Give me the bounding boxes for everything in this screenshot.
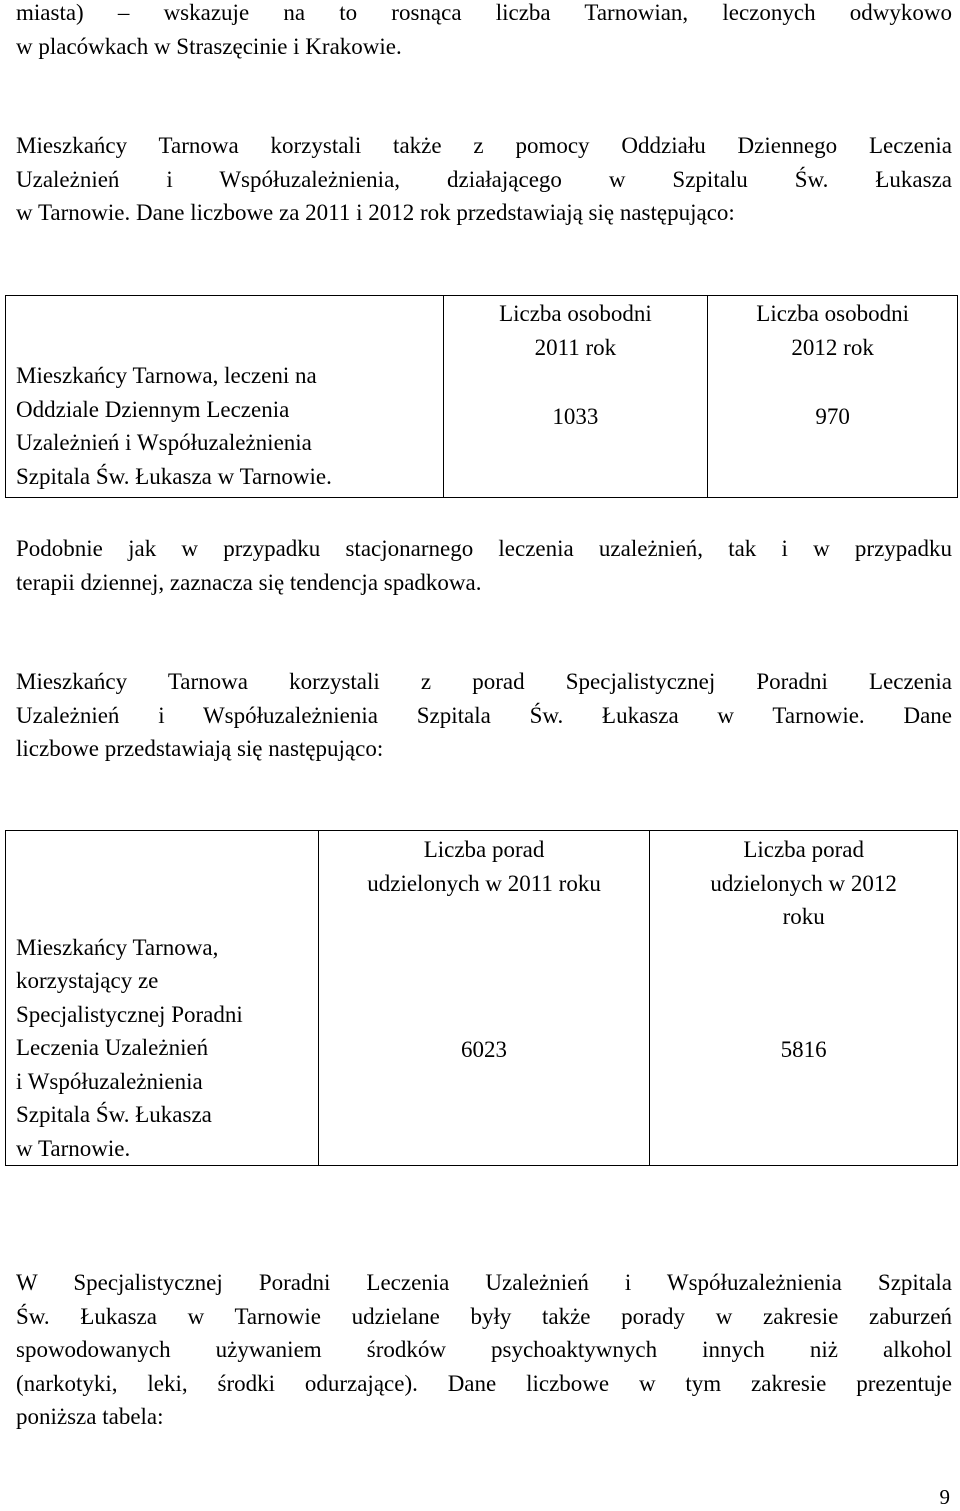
paragraph-5-line-4: (narkotyki, leki, środki odurzające). Dane liczbowe w tym zakresie prezentuje	[16, 1370, 952, 1396]
table-1-row-label-line-4: Szpitala Św. Łukasza w Tarnowie.	[16, 463, 332, 489]
table-2-value-2011: 6023	[461, 1037, 508, 1062]
table-1-row-label-line-3: Uzależnień i Współuzależnienia	[16, 430, 312, 455]
paragraph-2-line-1: Mieszkańcy Tarnowa korzystali także z pomocy Oddziału Dziennego Leczenia	[16, 133, 952, 158]
table-2-col-2012-header-line-1: Liczba porad	[743, 837, 865, 862]
paragraph-2-line-2: Uzależnień i Współuzależnienia, działającego w Szpitalu Św. Łukasza	[16, 166, 952, 192]
table-1-value-2011: 1033	[552, 404, 599, 429]
table-2-col-2011-header-line-2: udzielonych w 2011 roku	[367, 870, 601, 896]
paragraph-4-line-1: Mieszkańcy Tarnowa korzystali z porad Specjalistycznej Poradni Leczenia	[16, 669, 952, 694]
table-2-col-2012-header-line-2: udzielonych w 2012	[710, 870, 897, 896]
paragraph-5	[16, 1266, 952, 1434]
table-1-col-2011	[443, 296, 708, 498]
table-2-row-label-line-3: Specjalistycznej Poradni	[16, 1001, 243, 1027]
table-1-col-2011-header-line-1: Liczba osobodni	[499, 301, 652, 326]
table-1-col-2012-header	[708, 296, 957, 364]
table-2-col-2011	[318, 831, 650, 1166]
table-2-row-label-line-5: i Współuzależnienia	[16, 1068, 203, 1094]
paragraph-4	[16, 665, 952, 766]
table-2-col-2012	[650, 831, 958, 1166]
table-2-col-2012-header	[650, 831, 957, 934]
table-1-col-2012-header-line-1: Liczba osobodni	[756, 301, 909, 326]
table-1-col-2012	[708, 296, 958, 498]
table-2-row-label	[6, 831, 319, 1166]
table-1-row-label-line-2: Oddziale Dziennym Leczenia	[16, 396, 290, 422]
table-row	[6, 831, 958, 1166]
table-row	[6, 296, 958, 498]
paragraph-5-line-2: Św. Łukasza w Tarnowie udzielane były także porady w zakresie zaburzeń	[16, 1303, 952, 1329]
table-2-col-2012-header-line-3: roku	[782, 904, 825, 929]
table-2-col-2011-header-line-1: Liczba porad	[423, 837, 545, 862]
table-1-col-2012-header-line-2: 2012 rok	[791, 334, 874, 360]
paragraph-1-line-2: w placówkach w Straszęcinie i Krakowie.	[16, 33, 402, 59]
page-number: 9	[939, 1485, 950, 1509]
paragraph-2-line-3: w Tarnowie. Dane liczbowe za 2011 i 2012 rok przedstawiają się następująco:	[16, 200, 735, 225]
paragraph-5-line-3: spowodowanych używaniem środków psychoaktywnych innych niż alkohol	[16, 1337, 952, 1362]
table-counseling	[5, 830, 958, 1166]
paragraph-3-line-1: Podobnie jak w przypadku stacjonarnego leczenia uzależnień, tak i w przypadku	[16, 536, 952, 561]
paragraph-1	[16, 0, 952, 63]
table-day-ward	[5, 295, 958, 498]
table-1-row-label-line-1: Mieszkańcy Tarnowa, leczeni na	[16, 363, 317, 388]
table-2-row-label-line-1: Mieszkańcy Tarnowa,	[16, 934, 219, 960]
paragraph-4-line-3: liczbowe przedstawiają się następująco:	[16, 736, 384, 761]
table-2-col-2011-header	[319, 831, 650, 900]
table-1-col-2011-header-line-2: 2011 rok	[534, 334, 617, 360]
table-2-row-label-line-2: korzystający ze	[16, 968, 159, 993]
paragraph-5-line-5: poniższa tabela:	[16, 1404, 164, 1429]
paragraph-3-line-2: terapii dziennej, zaznacza się tendencja spadkowa.	[16, 569, 482, 595]
table-1-col-2011-header	[444, 296, 708, 364]
table-1-row-label	[6, 296, 444, 498]
paragraph-3	[16, 532, 952, 599]
paragraph-1-line-1: miasta) – wskazuje na to rosnąca liczba Tarnowian, leczonych odwykowo	[16, 0, 952, 25]
paragraph-5-line-1: W Specjalistycznej Poradni Leczenia Uzależnień i Współuzależnienia Szpitala	[16, 1270, 952, 1295]
table-2-row-label-line-6: Szpitala Św. Łukasza	[16, 1102, 212, 1127]
table-1-value-2012: 970	[815, 404, 850, 429]
paragraph-2	[16, 129, 952, 230]
table-2-value-2012: 5816	[780, 1036, 827, 1062]
paragraph-4-line-2: Uzależnień i Współuzależnienia Szpitala Św. Łukasza w Tarnowie. Dane	[16, 702, 952, 728]
table-2-row-label-line-4: Leczenia Uzależnień	[16, 1035, 209, 1060]
table-2-row-label-line-7: w Tarnowie.	[16, 1135, 131, 1161]
